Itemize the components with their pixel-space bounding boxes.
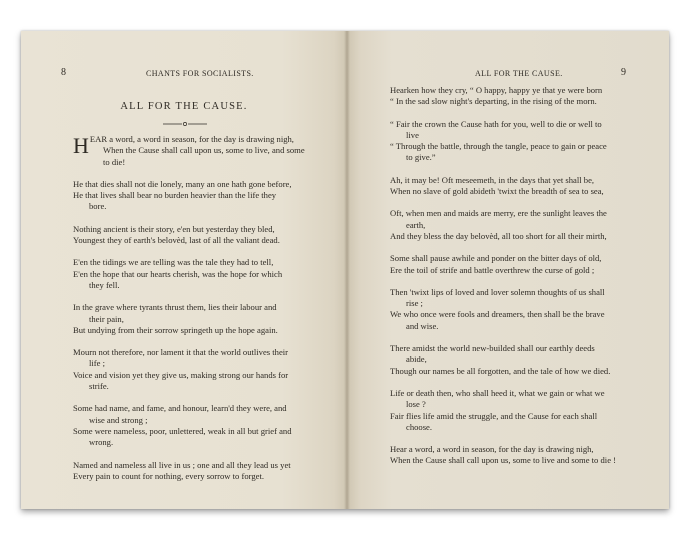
stanza — [390, 208, 658, 242]
left-poem-text — [73, 134, 333, 493]
poem-line: and wise. — [406, 320, 439, 331]
right-page — [347, 31, 669, 509]
stanza — [390, 388, 658, 433]
right-page-number: 9 — [621, 67, 626, 78]
poem-line: In the grave where tyrants thrust them, lies their labour and — [73, 302, 277, 313]
poem-line: EAR a word, a word in season, for the day is drawing nigh, — [89, 134, 294, 144]
stanza — [73, 302, 333, 336]
stanza — [73, 134, 333, 168]
poem-line: Hearken how they cry, “ O happy, happy ye that ye were born — [390, 85, 603, 95]
poem-line: Every pain to count for nothing, every sorrow to forget. — [73, 470, 265, 481]
left-page — [21, 31, 347, 509]
poem-line: When no slave of gold abideth 'twixt the breadth of sea to sea, — [390, 186, 604, 197]
poem-line: Some had name, and fame, and honour, learn'd they were, and — [73, 403, 287, 414]
poem-line: choose. — [406, 421, 433, 432]
poem-line: E'en the hope that our hearts cherish, was the hope for which — [73, 268, 283, 279]
poem-line: Oft, when men and maids are merry, ere the sunlight leaves the — [390, 208, 607, 219]
book-gutter — [344, 31, 350, 509]
poem-line: He that dies shall not die lonely, many an one hath gone before, — [73, 178, 292, 189]
stanza — [73, 460, 333, 483]
poem-line: wise and strong ; — [89, 414, 148, 425]
poem-line: But undying from their sorrow springeth up the hope again. — [73, 324, 278, 335]
stanza — [73, 403, 333, 448]
stanza — [390, 175, 658, 198]
book-spread — [21, 31, 669, 509]
poem-line: We who once were fools and dreamers, then shall be the brave — [390, 309, 605, 320]
stanza — [73, 224, 333, 247]
poem-line: When the Cause shall call upon us, some to live, and some — [103, 145, 305, 156]
poem-line: Life or death then, who shall heed it, what we gain or what we — [390, 387, 605, 398]
stanza — [390, 343, 658, 377]
poem-line: their pain, — [89, 313, 124, 324]
poem-line: wrong. — [89, 437, 114, 448]
poem-line: abide, — [406, 354, 427, 365]
left-page-number: 8 — [61, 67, 66, 78]
title-ornament — [163, 121, 207, 127]
poem-line: to give.” — [406, 152, 436, 163]
poem-line: Ah, it may be! Oft meseemeth, in the days that yet shall be, — [390, 174, 595, 185]
poem-line: Voice and vision yet they give us, making strong our hands for — [73, 369, 289, 380]
poem-line: When the Cause shall call upon us, some to live and some to die ! — [390, 455, 617, 466]
poem-line: And they bless the day belovèd, all too short for all their mirth, — [390, 230, 607, 241]
poem-line: Hear a word, a word in season, for the day is drawing nigh, — [390, 444, 594, 455]
stanza — [73, 179, 333, 213]
stanza — [390, 287, 658, 332]
stanza — [390, 444, 658, 467]
poem-line: Fair flies life amid the struggle, and the Cause for each shall — [390, 410, 598, 421]
poem-line: Named and nameless all live in us ; one and all they lead us yet — [73, 459, 291, 470]
poem-line: Ere the toil of strife and battle overthrew the curse of gold ; — [390, 264, 595, 275]
stanza — [390, 85, 658, 108]
right-running-header: ALL FOR THE CAUSE. — [475, 69, 563, 78]
poem-line: Youngest they of earth's belovèd, last of all the valiant dead. — [73, 235, 280, 246]
stanza — [390, 119, 658, 164]
poem-line: life ; — [89, 358, 105, 369]
poem-line: to die! — [103, 156, 126, 167]
poem-line: Some were nameless, poor, unlettered, weak in all but grief and — [73, 425, 292, 436]
poem-line: strife. — [89, 381, 109, 392]
poem-line: “ Fair the crown the Cause hath for you, well to die or well to — [390, 118, 602, 129]
poem-line: Then 'twixt lips of loved and lover solemn thoughts of us shall — [390, 286, 605, 297]
poem-title: ALL FOR THE CAUSE. — [120, 101, 248, 112]
right-poem-text — [390, 85, 658, 478]
poem-line: lose ? — [406, 399, 426, 410]
drop-cap: H — [73, 133, 89, 158]
poem-line: He that lives shall bear no burden heavier than the life they — [73, 190, 277, 201]
poem-line: live — [406, 129, 419, 140]
poem-line: rise ; — [406, 298, 423, 309]
poem-line: bore. — [89, 201, 107, 212]
poem-line: “ Through the battle, through the tangle, peace to gain or peace — [390, 141, 607, 152]
poem-line: Some shall pause awhile and ponder on the bitter days of old, — [390, 253, 602, 264]
poem-line: There amidst the world new-builded shall our earthly deeds — [390, 343, 595, 354]
stanza — [73, 257, 333, 291]
poem-line: E'en the tidings we are telling was the tale they had to tell, — [73, 257, 274, 268]
poem-line: Nothing ancient is their story, e'en but yesterday they bled, — [73, 223, 275, 234]
poem-line: they fell. — [89, 279, 120, 290]
left-running-header: CHANTS FOR SOCIALISTS. — [146, 69, 254, 78]
poem-line: earth, — [406, 219, 426, 230]
poem-line: Though our names be all forgotten, and the tale of how we died. — [390, 365, 611, 376]
poem-line: “ In the sad slow night's departing, in the rising of the morn. — [390, 96, 597, 107]
poem-line: Mourn not therefore, nor lament it that the world outlives their — [73, 347, 289, 358]
stanza — [73, 347, 333, 392]
stanza — [390, 253, 658, 276]
